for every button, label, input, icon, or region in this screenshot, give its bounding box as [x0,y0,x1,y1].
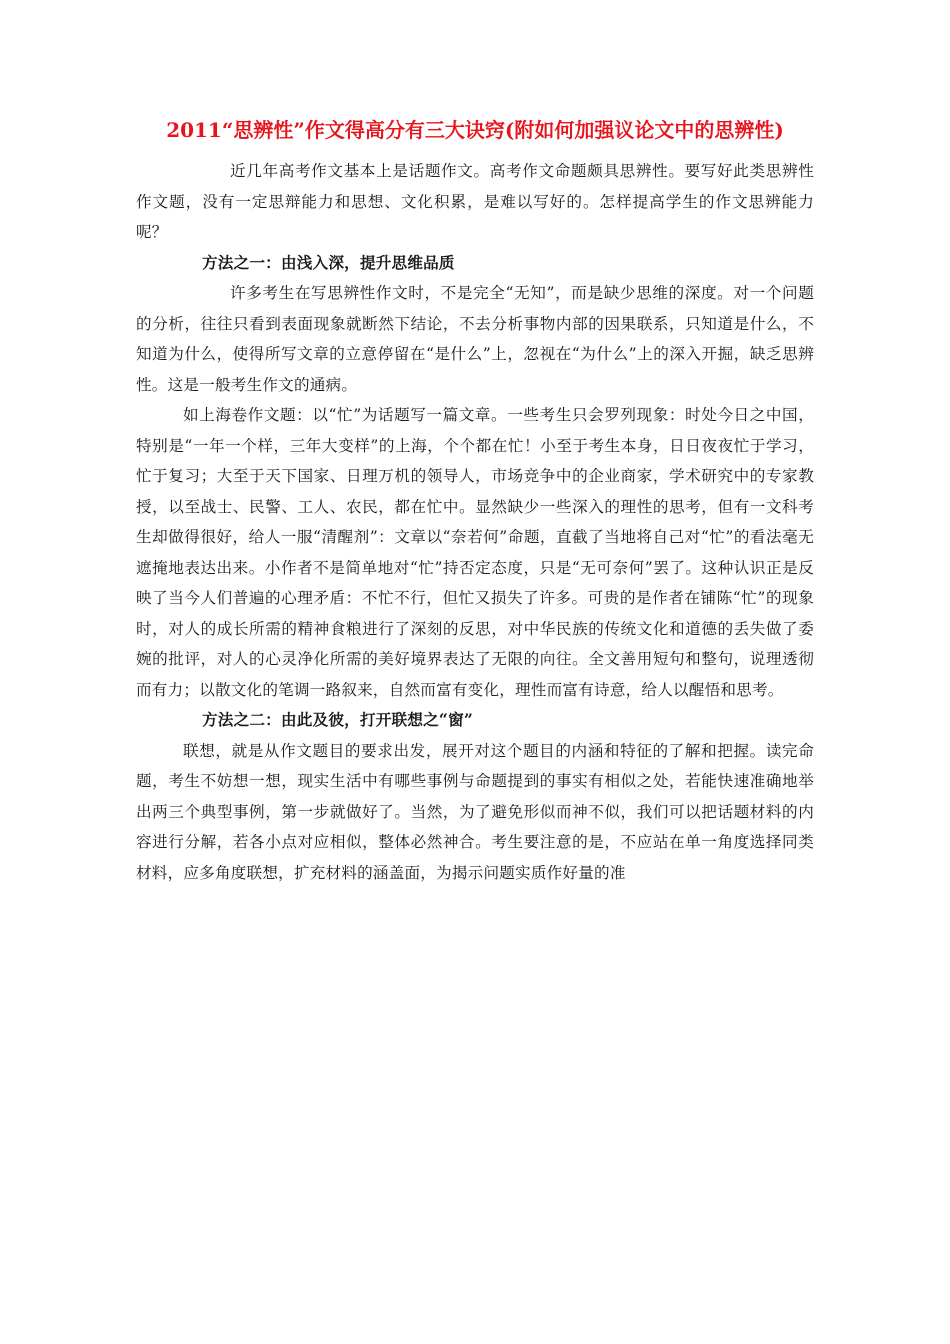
method-two-heading: 方法之二：由此及彼，打开联想之“窗” [202,710,474,729]
method-one-heading: 方法之一：由浅入深，提升思维品质 [202,252,455,272]
method-two-paragraph-1: 联想，就是从作文题目的要求出发，展开对这个题目的内涵和特征的了解和把握。读完命题，考生不妨想一想，现实生活中有哪些事例与命题提到的事实有相似之处，若能快速准确地举出两三个典型事例，第一步就做好了。当然，为了避免形似而神不似，我们可以把话题材料的内容进行分解，若各小点对应相似，整体必然神合。考生要注意的是，不应站在单一角度选择同类材料，应多角度联想，扩充材料的涵盖面，为揭示问题实质作好量的准 [136,741,814,882]
method-one-paragraph-2: 如上海卷作文题：以“忙”为话题写一篇文章。一些考生只会罗列现象：时处今日之中国，特别是“一年一个样，三年大变样”的上海，个个都在忙！小至于考生本身，日日夜夜忙于学习，忙于复习；大至于天下国家、日理万机的领导人，市场竞争中的企业商家，学术研究中的专家教授，以至战士、民警、工人、农民，都在忙中。显然缺少一些深入的理性的思考，但有一文科考生却做得很好，给人一服“清醒剂”：文章以“奈若何”命题，直截了当地将自己对“忙”的看法毫无遮掩地表达出来。小作者不是简单地对“忙”持否定态度，只是“无可奈何”罢了。这种认识正是反映了当今人们普遍的心理矛盾：不忙不行，但忙又损失了许多。可贵的是作者在铺陈“忙”的现象时，对人的成长所需的精神食粮进行了深刻的反思，对中华民族的传统文化和道德的丢失做了委婉的批评，对人的心灵净化所需的美好境界表达了无限的向往。全文善用短句和整句，说理透彻而有力；以散文化的笔调一路叙来，自然而富有变化，理性而富有诗意，给人以醒悟和思考。 [136,406,814,699]
document-page [136,118,814,888]
document-title: 2011“思辨性”作文得高分有三大诀窍(附如何加强议论文中的思辨性) [166,118,784,142]
method-one-paragraph-1: 许多考生在写思辨性作文时，不是完全“无知”，而是缺少思维的深度。对一个问题的分析，往往只看到表面现象就断然下结论，不去分析事物内部的因果联系，只知道是什么，不知道为什么，使得所写文章的立意停留在“是什么”上，忽视在“为什么”上的深入开掘，缺乏思辨性。这是一般考生作文的通病。 [136,284,814,394]
document-body [136,156,814,888]
intro-paragraph: 近几年高考作文基本上是话题作文。高考作文命题颇具思辨性。要写好此类思辨性作文题，没有一定思辩能力和思想、文化积累，是难以写好的。怎样提高学生的作文思辨能力呢？ [136,162,814,241]
